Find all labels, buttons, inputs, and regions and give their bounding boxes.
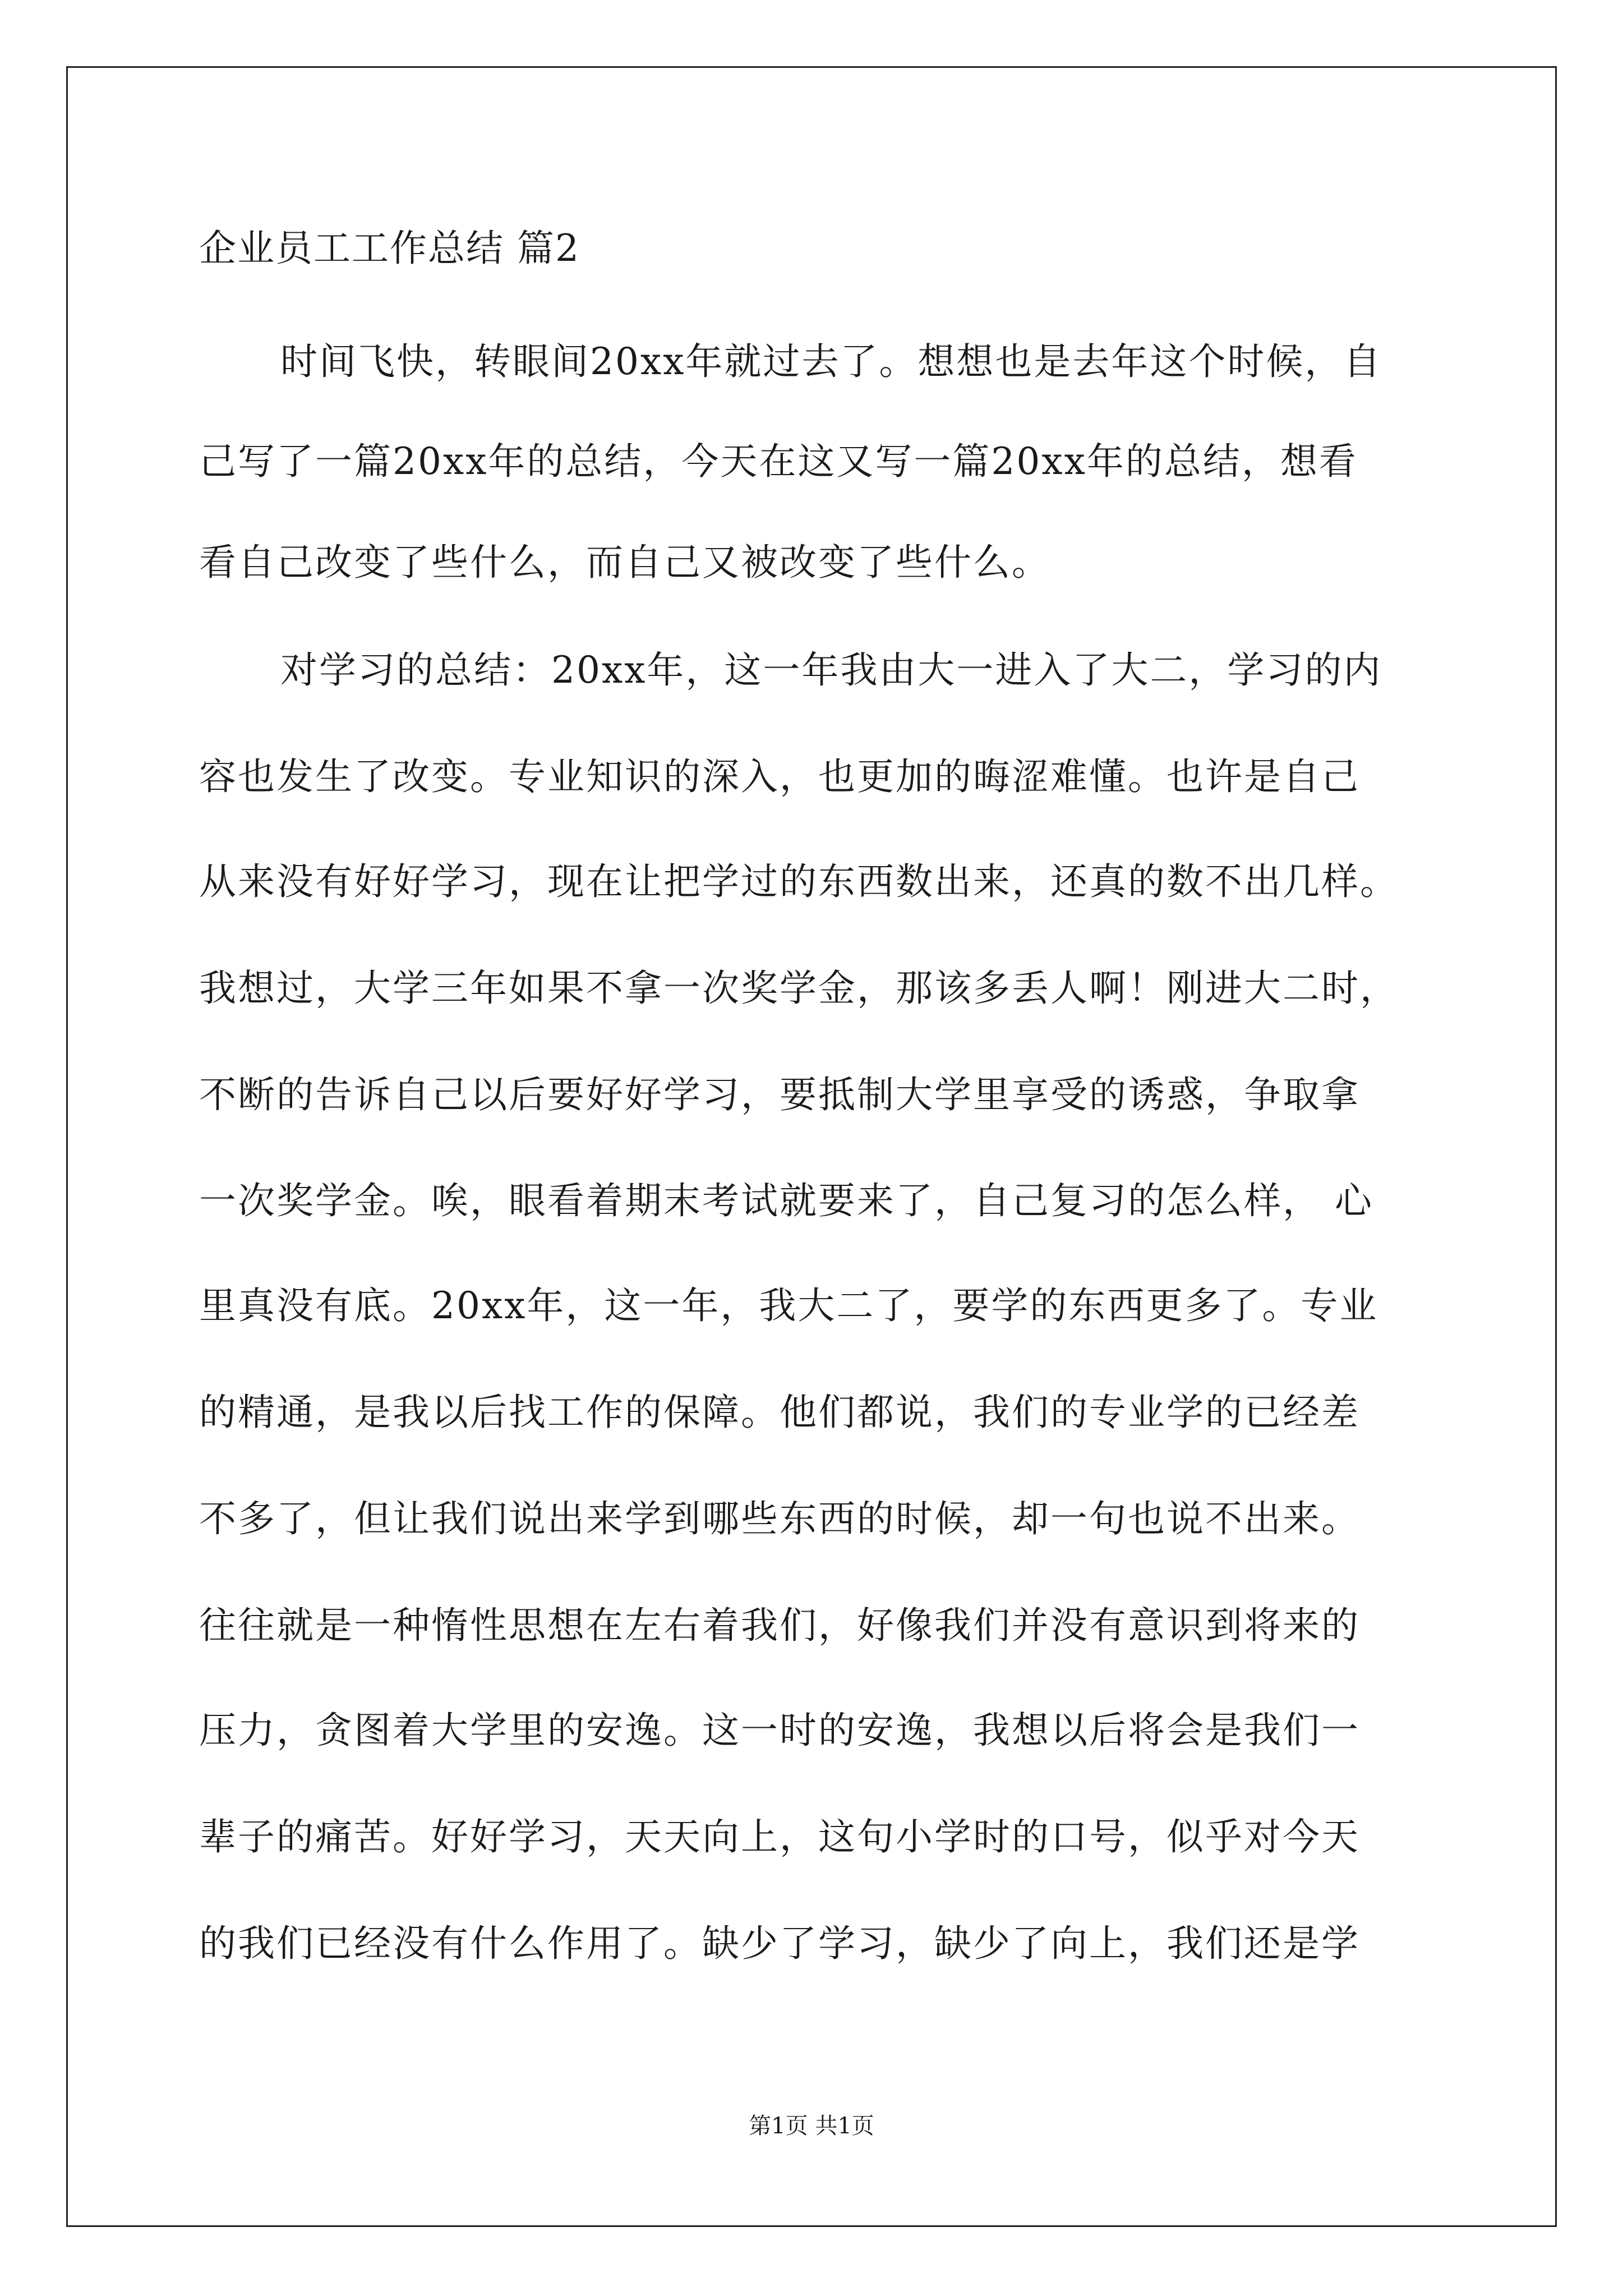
paragraph-line: 压力，贪图着大学里的安逸。这一时的安逸，我想以后将会是我们一 <box>199 1709 1360 1752</box>
document-title: 企业员工工作总结 篇2 <box>199 227 580 270</box>
paragraph-line: 里真没有底。20xx年，这一年，我大二了，要学的东西更多了。专业 <box>199 1284 1378 1327</box>
paragraph-line: 从来没有好好学习，现在让把学过的东西数出来，还真的数不出几样。 <box>199 860 1399 903</box>
paragraph-line: 时间飞快，转眼间20xx年就过去了。想想也是去年这个时候，自 <box>280 340 1382 383</box>
paragraph-line: 己写了一篇20xx年的总结，今天在这又写一篇20xx年的总结，想看 <box>199 440 1358 483</box>
page-footer: 第1页 共1页 <box>749 2113 874 2139</box>
paragraph-line: 对学习的总结：20xx年，这一年我由大一进入了大二，学习的内 <box>280 648 1382 692</box>
paragraph-line: 不多了，但让我们说出来学到哪些东西的时候，却一句也说不出来。 <box>199 1497 1360 1540</box>
paragraph-line: 的精通，是我以后找工作的保障。他们都说，我们的专业学的已经差 <box>199 1391 1360 1434</box>
paragraph-line: 一次奖学金。唉，眼看着期末考试就要来了，自己复习的怎么样， 心 <box>199 1179 1373 1222</box>
paragraph-line: 不断的告诉自己以后要好好学习，要抵制大学里享受的诱惑，争取拿 <box>199 1073 1360 1116</box>
page-border <box>66 66 1557 2227</box>
paragraph-line: 看自己改变了些什么，而自己又被改变了些什么。 <box>199 541 1050 584</box>
paragraph-line: 往往就是一种惰性思想在左右着我们，好像我们并没有意识到将来的 <box>199 1604 1360 1647</box>
paragraph-line: 容也发生了改变。专业知识的深入，也更加的晦涩难懂。也许是自己 <box>199 755 1360 798</box>
paragraph-line: 辈子的痛苦。好好学习，天天向上，这句小学时的口号，似乎对今天 <box>199 1815 1360 1858</box>
paragraph-line: 的我们已经没有什么作用了。缺少了学习，缺少了向上，我们还是学 <box>199 1922 1360 1965</box>
paragraph-line: 我想过，大学三年如果不拿一次奖学金，那该多丢人啊！刚进大二时， <box>199 967 1399 1010</box>
